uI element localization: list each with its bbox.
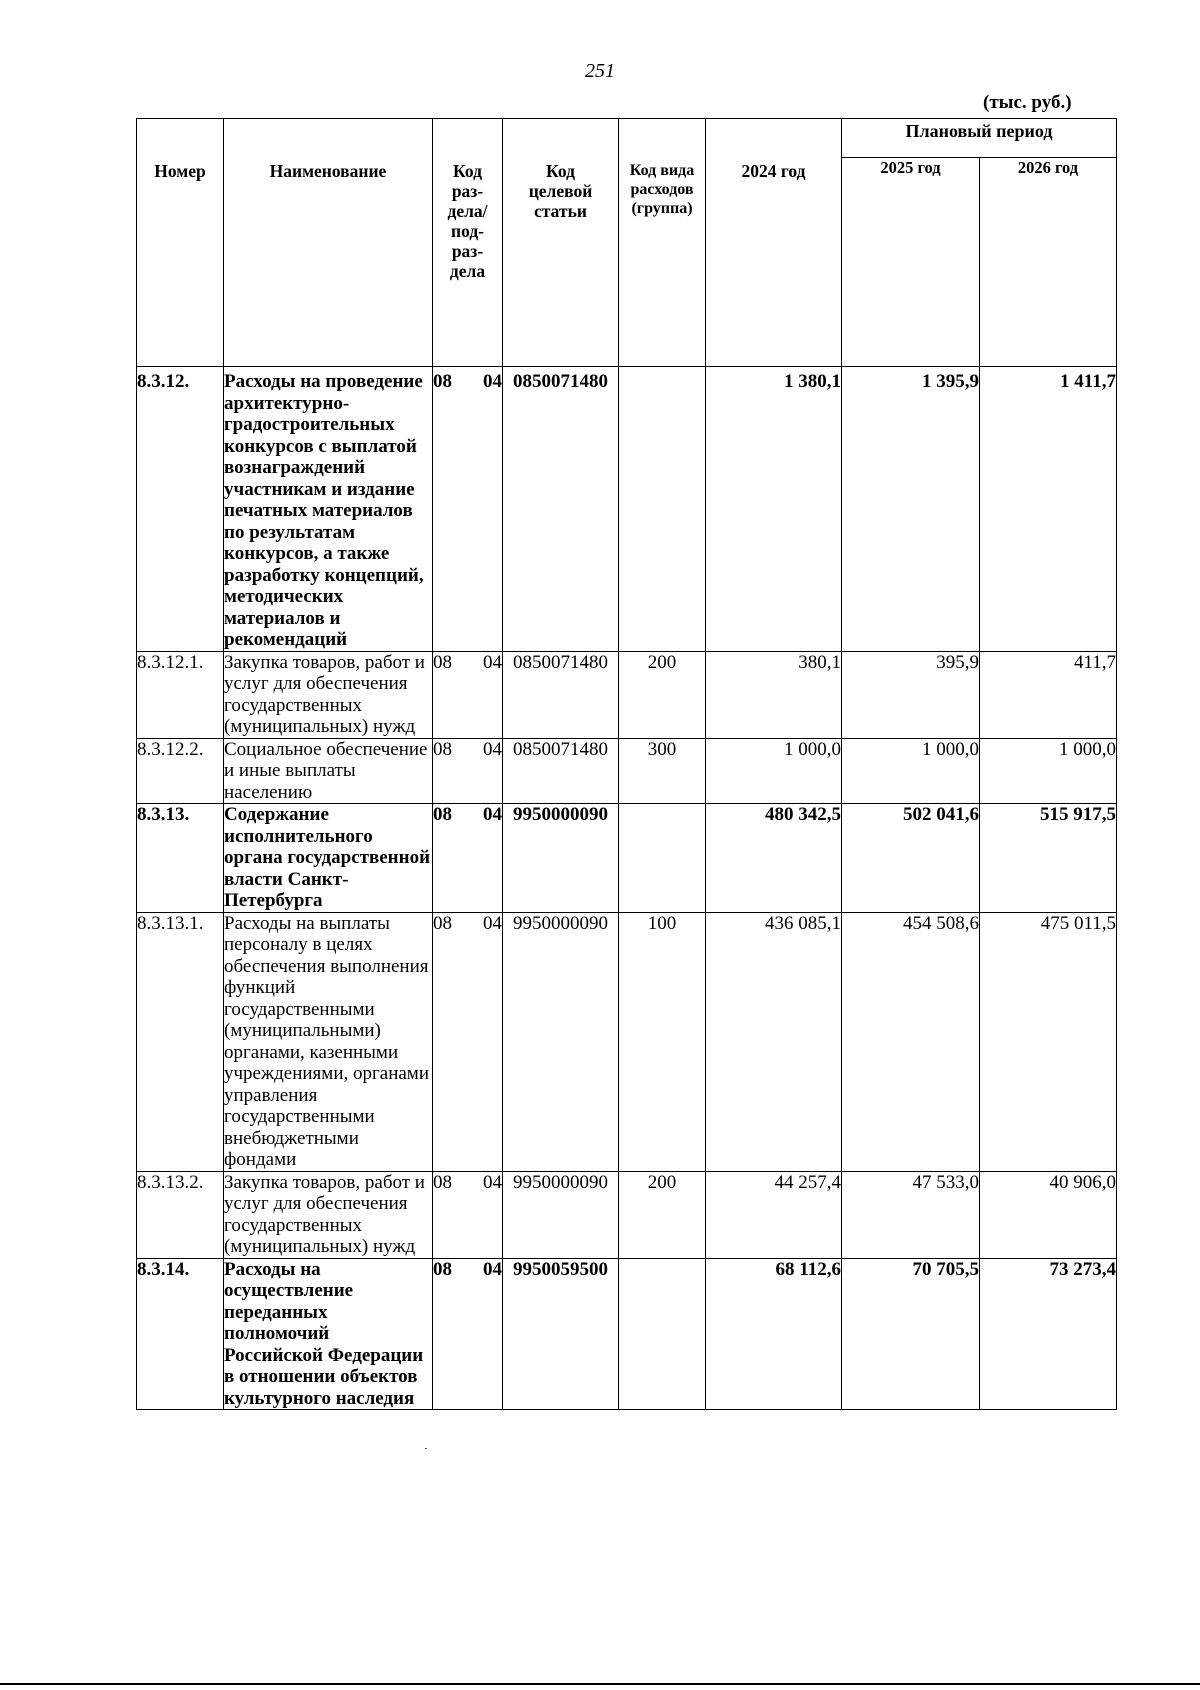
row-amount-2024: 68 112,6: [706, 1258, 842, 1410]
header-expense-type: Код вида расходов (группа): [619, 119, 706, 367]
row-name: Закупка товаров, работ и услуг для обеспечения государственных (муниципальных) нужд: [224, 651, 433, 738]
row-number: 8.3.12.: [137, 367, 224, 652]
row-name: Закупка товаров, работ и услуг для обеспечения государственных (муниципальных) нужд: [224, 1171, 433, 1258]
row-name: Расходы на выплаты персоналу в целях обеспечения выполнения функций государственными (муниципальными) органами, казенными учреждениями, органами управления государственными внебюджетными фондами: [224, 912, 433, 1171]
row-expense-group: 200: [619, 1171, 706, 1258]
row-amount-2024: 436 085,1: [706, 912, 842, 1171]
row-subsection: 04: [483, 804, 502, 825]
table-row: [137, 912, 1117, 1171]
row-name: Социальное обеспечение и иные выплаты населению: [224, 738, 433, 804]
row-amount-2025: 70 705,5: [842, 1258, 980, 1410]
row-section: 08: [433, 1171, 452, 1193]
row-section-code: [433, 1171, 503, 1258]
header-name: Наименование: [224, 119, 433, 367]
row-amount-2024: 1 380,1: [706, 367, 842, 652]
row-amount-2025: 395,9: [842, 651, 980, 738]
row-subsection: 04: [483, 912, 502, 934]
row-target-code: 9950000090: [503, 912, 619, 1171]
row-name: Расходы на осуществление переданных полномочий Российской Федерации в отношении объектов культурного наследия: [224, 1258, 433, 1410]
row-number: 8.3.13.2.: [137, 1171, 224, 1258]
header-section: Код раз- дела/ под- раз- дела: [433, 119, 503, 367]
table-row: [137, 367, 1117, 652]
row-amount-2024: 480 342,5: [706, 804, 842, 913]
header-target-code: Код целевой статьи: [503, 119, 619, 367]
row-amount-2025: 1 395,9: [842, 367, 980, 652]
row-amount-2026: 1 000,0: [980, 738, 1117, 804]
budget-table: [136, 118, 1117, 1410]
row-subsection: 04: [483, 1171, 502, 1193]
units-label: (тыс. руб.): [983, 92, 1072, 113]
row-target-code: 0850071480: [503, 738, 619, 804]
row-amount-2026: 40 906,0: [980, 1171, 1117, 1258]
header-year-2025: 2025 год: [842, 158, 980, 367]
row-amount-2026: 1 411,7: [980, 367, 1117, 652]
table-row: [137, 1171, 1117, 1258]
row-amount-2026: 411,7: [980, 651, 1117, 738]
page-bottom-rule: [0, 1683, 1200, 1685]
row-section: 08: [433, 804, 452, 825]
row-amount-2024: 380,1: [706, 651, 842, 738]
row-section: 08: [433, 912, 452, 934]
row-number: 8.3.13.1.: [137, 912, 224, 1171]
row-amount-2024: 44 257,4: [706, 1171, 842, 1258]
row-section: 08: [433, 371, 452, 392]
table-row: [137, 738, 1117, 804]
header-year-2026: 2026 год: [980, 158, 1117, 367]
row-subsection: 04: [483, 1258, 502, 1280]
stray-mark: [425, 1448, 427, 1449]
row-section-code: [433, 1258, 503, 1410]
row-amount-2024: 1 000,0: [706, 738, 842, 804]
row-target-code: 9950000090: [503, 804, 619, 913]
row-amount-2026: 73 273,4: [980, 1258, 1117, 1410]
row-section-code: [433, 367, 503, 652]
row-number: 8.3.12.1.: [137, 651, 224, 738]
row-target-code: 9950000090: [503, 1171, 619, 1258]
row-subsection: 04: [483, 738, 502, 760]
row-amount-2025: 47 533,0: [842, 1171, 980, 1258]
row-target-code: 9950059500: [503, 1258, 619, 1410]
row-section: 08: [433, 738, 452, 760]
row-name: Содержание исполнительного органа государственной власти Санкт-Петербурга: [224, 804, 433, 913]
row-amount-2025: 1 000,0: [842, 738, 980, 804]
row-section: 08: [433, 1258, 452, 1280]
row-amount-2026: 475 011,5: [980, 912, 1117, 1171]
header-year-2024: 2024 год: [706, 119, 842, 367]
table-row: [137, 651, 1117, 738]
row-name: Расходы на проведение архитектурно-градостроительных конкурсов с выплатой вознаграждений участникам и издание печатных материалов по результатам конкурсов, а также разработку концепций, методических материалов и рекомендаций: [224, 367, 433, 652]
row-expense-group: [619, 804, 706, 913]
row-section-code: [433, 738, 503, 804]
row-expense-group: 200: [619, 651, 706, 738]
row-expense-group: 300: [619, 738, 706, 804]
table-row: [137, 804, 1117, 913]
row-number: 8.3.13.: [137, 804, 224, 913]
row-subsection: 04: [483, 371, 502, 392]
row-section: 08: [433, 651, 452, 673]
header-number: Номер: [137, 119, 224, 367]
row-section-code: [433, 804, 503, 913]
row-amount-2025: 502 041,6: [842, 804, 980, 913]
table-row: [137, 1258, 1117, 1410]
row-target-code: 0850071480: [503, 367, 619, 652]
row-expense-group: [619, 367, 706, 652]
row-number: 8.3.12.2.: [137, 738, 224, 804]
row-amount-2025: 454 508,6: [842, 912, 980, 1171]
row-section-code: [433, 651, 503, 738]
row-subsection: 04: [483, 651, 502, 673]
row-amount-2026: 515 917,5: [980, 804, 1117, 913]
row-target-code: 0850071480: [503, 651, 619, 738]
row-number: 8.3.14.: [137, 1258, 224, 1410]
row-expense-group: 100: [619, 912, 706, 1171]
row-expense-group: [619, 1258, 706, 1410]
page-number: 251: [585, 60, 615, 82]
row-section-code: [433, 912, 503, 1171]
header-plan-period: Плановый период: [842, 119, 1117, 158]
